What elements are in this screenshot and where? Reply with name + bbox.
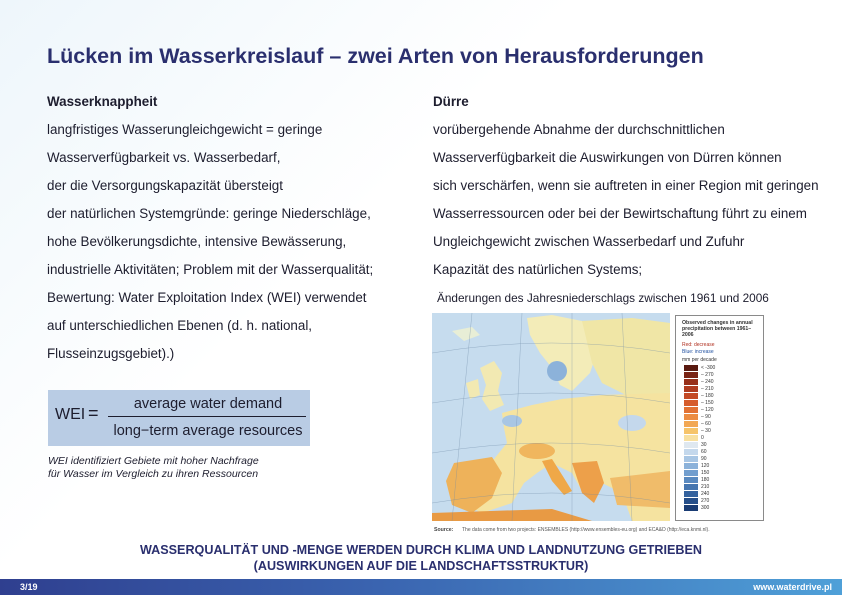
page-number: 3/19 <box>20 582 38 592</box>
map-caption: Änderungen des Jahresniederschlags zwischen 1961 und 2006 <box>437 291 769 305</box>
drought-section <box>433 88 838 284</box>
legend-swatch-row <box>684 435 756 441</box>
text-line: sich verschärfen, wenn sie auftreten in einer Region mit geringen <box>433 178 819 193</box>
legend-swatch <box>684 379 698 385</box>
legend-swatch-label: 150 <box>701 469 710 476</box>
fraction-bar <box>108 416 306 417</box>
footer-banner-line: (AUSWIRKUNGEN AUF DIE LANDSCHAFTSSTRUKTUR) <box>253 559 589 573</box>
legend-swatch <box>684 414 698 420</box>
wei-caption <box>48 455 328 481</box>
legend-swatch-row <box>684 386 756 392</box>
wei-numerator: average water demand <box>133 396 283 412</box>
wei-denominator: long−term average resources <box>113 423 303 439</box>
legend-swatch-label: – 270 <box>701 371 714 378</box>
legend-swatch-row <box>684 505 756 511</box>
legend-swatch-label: 240 <box>701 490 710 497</box>
text-line: vorübergehende Abnahme der durchschnittlichen <box>433 122 725 137</box>
legend-swatch <box>684 386 698 392</box>
legend-swatch <box>684 372 698 378</box>
map-source-label: Source: <box>434 527 454 533</box>
legend-swatch <box>684 435 698 441</box>
legend-swatch <box>684 505 698 511</box>
wei-caption-line: WEI identifiziert Gebiete mit hoher Nachfrage <box>48 455 259 467</box>
legend-swatch-row <box>684 498 756 504</box>
legend-swatch <box>684 463 698 469</box>
precipitation-map-figure <box>432 313 767 538</box>
legend-swatch-row <box>684 372 756 378</box>
legend-swatch <box>684 400 698 406</box>
legend-swatch-label: 60 <box>701 448 707 455</box>
legend-swatch <box>684 498 698 504</box>
text-line: langfristiges Wasserungleichgewicht = geringe <box>47 122 323 137</box>
legend-swatch-row <box>684 379 756 385</box>
legend-swatch-label: – 60 <box>701 420 711 427</box>
legend-swatch-label: – 30 <box>701 427 711 434</box>
legend-swatch-label: 270 <box>701 497 710 504</box>
legend-swatch-row <box>684 449 756 455</box>
europe-precipitation-map <box>432 313 670 521</box>
legend-swatch <box>684 365 698 371</box>
legend-swatch-row <box>684 421 756 427</box>
text-line: der natürlichen Systemgründe: geringe Niederschläge, <box>47 206 371 221</box>
legend-swatch-row <box>684 442 756 448</box>
website-link[interactable]: www.waterdrive.pl <box>753 582 832 592</box>
legend-swatch-label: 120 <box>701 462 710 469</box>
text-line: Wasserressourcen oder bei der Bewirtschaftung führt zu einem <box>433 206 807 221</box>
legend-swatch <box>684 428 698 434</box>
legend-swatch-label: – 120 <box>701 406 714 413</box>
legend-swatch-label: 300 <box>701 504 710 511</box>
text-line: Ungleichgewicht zwischen Wasserbedarf und Zufuhr <box>433 234 745 249</box>
legend-swatch <box>684 393 698 399</box>
drought-heading: Dürre <box>433 94 469 109</box>
legend-title: Observed changes in annual precipitation between 1961–2006 <box>682 320 753 338</box>
legend-swatch <box>684 407 698 413</box>
legend-swatch-label: – 210 <box>701 385 714 392</box>
text-line: Flusseinzugsgebiet).) <box>47 346 175 361</box>
page-title: Lücken im Wasserkreislauf – zwei Arten von Herausforderungen <box>47 44 704 68</box>
legend-swatch <box>684 477 698 483</box>
text-line: Kapazität des natürlichen Systems; <box>433 262 643 277</box>
legend-swatch-row <box>684 428 756 434</box>
legend-swatch-row <box>684 456 756 462</box>
legend-swatch-row <box>684 414 756 420</box>
legend-swatch-row <box>684 470 756 476</box>
legend-increase-note: Blue: increase <box>682 349 714 355</box>
legend-swatch <box>684 484 698 490</box>
water-scarcity-section <box>47 88 417 368</box>
legend-swatch-row <box>684 393 756 399</box>
legend-swatch-label: – 150 <box>701 399 714 406</box>
text-line: Wasserverfügbarkeit die Auswirkungen von Dürren können <box>433 150 782 165</box>
legend-swatch <box>684 491 698 497</box>
map-legend <box>675 315 764 521</box>
legend-swatch <box>684 421 698 427</box>
legend-swatch-row <box>684 463 756 469</box>
text-line: industrielle Aktivitäten; Problem mit der Wasserqualität; <box>47 262 374 277</box>
text-line: Bewertung: Water Exploitation Index (WEI) verwendet <box>47 290 367 305</box>
legend-swatch-row <box>684 407 756 413</box>
footer-banner-line: WASSERQUALITÄT UND -MENGE WERDEN DURCH KLIMA UND LANDNUTZUNG GETRIEBEN <box>139 543 703 557</box>
bottom-bar <box>0 579 842 595</box>
legend-swatch <box>684 456 698 462</box>
legend-swatch-row <box>684 484 756 490</box>
text-line: hohe Bevölkerungsdichte, intensive Bewässerung, <box>47 234 347 249</box>
footer-banner <box>0 542 842 574</box>
legend-swatch-label: 180 <box>701 476 710 483</box>
water-scarcity-heading: Wasserknappheit <box>47 94 158 109</box>
legend-swatch-label: – 180 <box>701 392 714 399</box>
legend-decrease-note: Red: decrease <box>682 342 715 348</box>
text-line: auf unterschiedlichen Ebenen (d. h. national, <box>47 318 313 333</box>
legend-swatch-label: < -300 <box>701 364 716 371</box>
legend-swatch-row <box>684 477 756 483</box>
legend-swatch <box>684 442 698 448</box>
legend-unit: mm per decade <box>682 357 717 363</box>
legend-swatch-row <box>684 400 756 406</box>
legend-swatch-label: – 240 <box>701 378 714 385</box>
wei-equals-sign: = <box>88 403 99 423</box>
legend-swatch-row <box>684 365 756 371</box>
legend-swatch-label: 30 <box>701 441 707 448</box>
legend-swatch-label: – 90 <box>701 413 711 420</box>
legend-swatch-label: 90 <box>701 455 707 462</box>
map-source-text: The data come from two projects: ENSEMBLES (http://www.ensembles-eu.org) and ECA&D (http://eca.knmi.nl). <box>462 527 710 533</box>
legend-swatch <box>684 470 698 476</box>
legend-swatch-row <box>684 491 756 497</box>
wei-formula-box <box>48 390 310 446</box>
wei-formula-label: WEI <box>55 406 86 423</box>
legend-swatch <box>684 449 698 455</box>
text-line: Wasserverfügbarkeit vs. Wasserbedarf, <box>47 150 281 165</box>
legend-swatch-label: 0 <box>701 434 704 441</box>
legend-swatch-label: 210 <box>701 483 710 490</box>
text-line: der die Versorgungskapazität übersteigt <box>47 178 283 193</box>
wei-caption-line: für Wasser im Vergleich zu ihren Ressourcen <box>48 468 259 480</box>
